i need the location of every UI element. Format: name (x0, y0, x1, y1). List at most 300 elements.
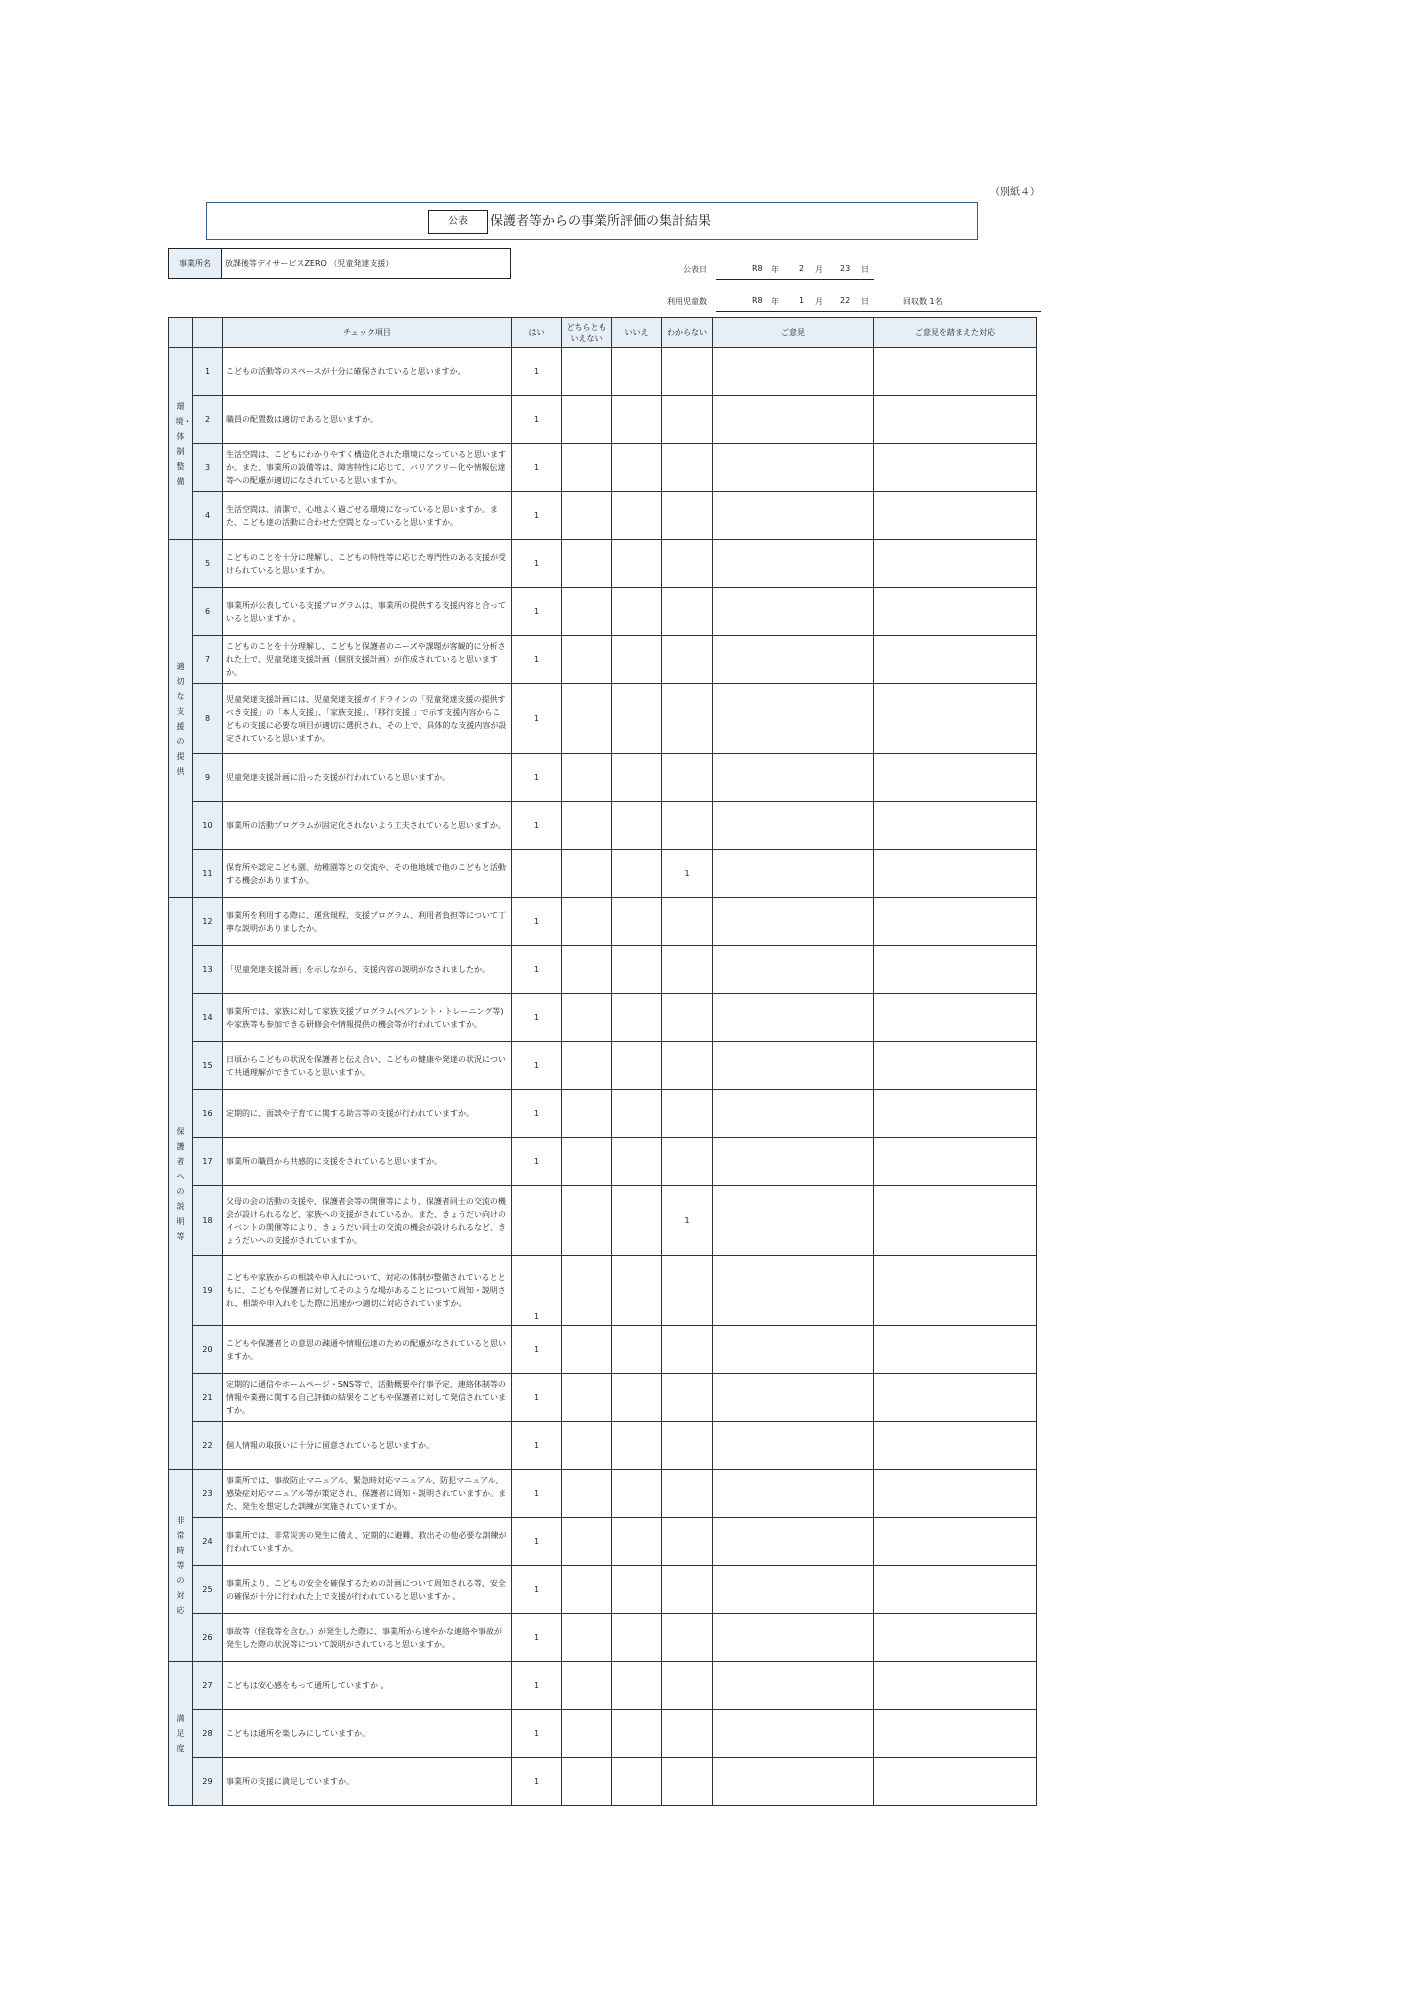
question-text: 生活空間は、清潔で、心地よく過ごせる環境になっていると思いますか。また、こども達の活動に合わせた空間となっていると思いますか。 (223, 492, 512, 540)
question-text: 児童発達支援計画には、児童発達支援ガイドラインの「児童発達支援の提供すべき支援」の「本人支援」、「家族支援」、「移行支援 」で示す支援内容からこどもの支援に必要な項目が適切に選択され、その上で、具体的な支援内容が設定されていると思いますか。 (223, 684, 512, 754)
answer-no (612, 994, 662, 1042)
header-row (169, 318, 1037, 348)
answer-neither (562, 1090, 612, 1138)
question-text: 事業所の支援に満足していますか。 (223, 1758, 512, 1806)
answer-neither (562, 1470, 612, 1518)
row-number: 3 (193, 444, 223, 492)
category-label: 満足度 (176, 1714, 185, 1753)
table-row (169, 540, 1037, 588)
answer-yes: 1 (512, 1042, 562, 1090)
answer-neither (562, 1566, 612, 1614)
table-row (169, 1090, 1037, 1138)
answer-neither (562, 1138, 612, 1186)
usage-label: 利用児童数 (667, 297, 707, 306)
response-cell[interactable] (874, 1374, 1037, 1422)
table-row (169, 348, 1037, 396)
response-cell[interactable] (874, 1090, 1037, 1138)
row-number: 4 (193, 492, 223, 540)
answer-yes: 1 (512, 348, 562, 396)
response-cell[interactable] (874, 994, 1037, 1042)
opinion-cell[interactable] (713, 492, 874, 540)
answer-no (612, 1470, 662, 1518)
response-cell[interactable] (874, 636, 1037, 684)
usage-day: 22 (840, 296, 851, 305)
opinion-cell[interactable] (713, 1710, 874, 1758)
answer-unknown (662, 1566, 713, 1614)
office-name: 放課後等デイサービスZERO （児童発達支援） (225, 259, 394, 268)
answer-yes: 1 (512, 444, 562, 492)
table-row (169, 1374, 1037, 1422)
row-number: 28 (193, 1710, 223, 1758)
answer-yes: 1 (512, 754, 562, 802)
answer-unknown (662, 802, 713, 850)
answer-unknown (662, 1374, 713, 1422)
response-cell[interactable] (874, 492, 1037, 540)
answer-unknown (662, 754, 713, 802)
question-text: 事業所を利用する際に、運営規程、支援プログラム、利用者負担等について丁寧な説明がありましたか。 (223, 898, 512, 946)
question-text: 生活空間は、こどもにわかりやすく構造化された環境になっていると思いますか。また、事業所の設備等は、障害特性に応じて、バリアフリー化や情報伝達等への配慮が適切になされていると思いますか。 (223, 444, 512, 492)
opinion-cell[interactable] (713, 1326, 874, 1374)
category-label: 適切な支援の提供 (176, 661, 185, 776)
category-label: 保護者への説明等 (176, 1126, 185, 1241)
publish-era: R8 (752, 264, 763, 273)
answer-unknown (662, 444, 713, 492)
answer-no (612, 1326, 662, 1374)
answer-no (612, 802, 662, 850)
opinion-cell[interactable] (713, 348, 874, 396)
table-row (169, 1042, 1037, 1090)
title-box (206, 202, 978, 240)
response-cell[interactable] (874, 1042, 1037, 1090)
usage-underline (716, 311, 1041, 312)
table-row (169, 1758, 1037, 1806)
table-row (169, 1662, 1037, 1710)
answer-yes: 1 (512, 1374, 562, 1422)
response-cell[interactable] (874, 946, 1037, 994)
question-text: 事業所では、事故防止マニュアル、緊急時対応マニュアル、防犯マニュアル、感染症対応マニュアル等が策定され、保護者に周知・説明されていますか。また、発生を想定した訓練が実施されていますか。 (223, 1470, 512, 1518)
answer-unknown (662, 946, 713, 994)
category-cell (169, 348, 193, 540)
answer-no (612, 588, 662, 636)
row-number: 25 (193, 1566, 223, 1614)
answer-unknown (662, 492, 713, 540)
answer-neither (562, 540, 612, 588)
response-cell[interactable] (874, 684, 1037, 754)
row-number: 22 (193, 1422, 223, 1470)
answer-no (612, 684, 662, 754)
answer-no (612, 396, 662, 444)
table-row (169, 396, 1037, 444)
answer-yes: 1 (512, 684, 562, 754)
question-text: こどものことを十分理解し、こどもと保護者のニーズや課題が客観的に分析された上で、児童発達支援計画（個別支援計画）が作成されていると思いますか。 (223, 636, 512, 684)
table-row (169, 1326, 1037, 1374)
answer-yes: 1 (512, 1662, 562, 1710)
publish-underline (716, 279, 874, 280)
answer-neither (562, 396, 612, 444)
opinion-cell[interactable] (713, 444, 874, 492)
opinion-cell[interactable] (713, 588, 874, 636)
usage-month-unit: 月 (815, 297, 823, 306)
answer-yes: 1 (512, 636, 562, 684)
answer-neither (562, 1186, 612, 1256)
response-cell[interactable] (874, 754, 1037, 802)
table-row (169, 1138, 1037, 1186)
office-label: 事業所名 (169, 249, 222, 278)
category-cell (169, 1662, 193, 1806)
page-title: 保護者等からの事業所評価の集計結果 (490, 214, 712, 229)
table-row (169, 1710, 1037, 1758)
answer-no (612, 348, 662, 396)
usage-year-unit: 年 (771, 297, 779, 306)
answer-unknown (662, 898, 713, 946)
answer-no (612, 946, 662, 994)
answer-yes: 1 (512, 1614, 562, 1662)
question-text: 個人情報の取扱いに十分に留意されていると思いますか。 (223, 1422, 512, 1470)
answer-unknown (662, 994, 713, 1042)
response-cell[interactable] (874, 1758, 1037, 1806)
table-row (169, 1614, 1037, 1662)
answer-unknown (662, 1422, 713, 1470)
usage-era: R8 (752, 296, 763, 305)
answer-no (612, 754, 662, 802)
answer-neither (562, 946, 612, 994)
answer-no (612, 850, 662, 898)
opinion-cell[interactable] (713, 684, 874, 754)
response-cell[interactable] (874, 1326, 1037, 1374)
table-row (169, 850, 1037, 898)
publish-year-unit: 年 (771, 265, 779, 274)
opinion-cell[interactable] (713, 1186, 874, 1256)
table-row (169, 636, 1037, 684)
answer-yes (512, 1186, 562, 1256)
usage-month: 1 (799, 296, 805, 305)
response-cell[interactable] (874, 1518, 1037, 1566)
row-number: 16 (193, 1090, 223, 1138)
response-cell[interactable] (874, 348, 1037, 396)
answer-no (612, 1042, 662, 1090)
answer-no (612, 492, 662, 540)
opinion-cell[interactable] (713, 754, 874, 802)
opinion-cell[interactable] (713, 1042, 874, 1090)
opinion-cell[interactable] (713, 1138, 874, 1186)
answer-yes: 1 (512, 396, 562, 444)
question-text: 定期的に通信やホームページ・SNS等で、活動概要や行事予定、連絡体制等の情報や業務に関する自己評価の結果をこどもや保護者に対して発信されていますか。 (223, 1374, 512, 1422)
question-text: 事業所が公表している支援プログラムは、事業所の提供する支援内容と合っていると思いますか 。 (223, 588, 512, 636)
answer-unknown (662, 348, 713, 396)
question-text: こどもや保護者との意思の疎通や情報伝達のための配慮がなされていると思いますか。 (223, 1326, 512, 1374)
row-number: 21 (193, 1374, 223, 1422)
table-row (169, 994, 1037, 1042)
row-number: 5 (193, 540, 223, 588)
header-yes: はい (512, 318, 562, 348)
answer-no (612, 1758, 662, 1806)
answer-no (612, 1662, 662, 1710)
publish-label: 公表日 (683, 265, 707, 274)
row-number: 29 (193, 1758, 223, 1806)
response-cell[interactable] (874, 396, 1037, 444)
answer-no (612, 1256, 662, 1326)
table-row (169, 1566, 1037, 1614)
answer-yes: 1 (512, 1470, 562, 1518)
answer-no (612, 1138, 662, 1186)
answer-no (612, 540, 662, 588)
answer-no (612, 636, 662, 684)
answer-yes: 1 (512, 946, 562, 994)
table-row (169, 1256, 1037, 1326)
answer-neither (562, 684, 612, 754)
response-cell[interactable] (874, 1186, 1037, 1256)
answer-neither (562, 754, 612, 802)
opinion-cell[interactable] (713, 1662, 874, 1710)
row-number: 14 (193, 994, 223, 1042)
question-text: 事業所の職員から共感的に支援をされていると思いますか。 (223, 1138, 512, 1186)
table-row (169, 588, 1037, 636)
row-number: 26 (193, 1614, 223, 1662)
row-number: 13 (193, 946, 223, 994)
answer-no (612, 1710, 662, 1758)
answer-no (612, 1518, 662, 1566)
question-text: 事業所では、非常災害の発生に備え、定期的に避難、救出その他必要な訓練が行われていますか。 (223, 1518, 512, 1566)
opinion-cell[interactable] (713, 1256, 874, 1326)
answer-no (612, 1186, 662, 1256)
question-text: こどもは安心感をもって通所していますか 。 (223, 1662, 512, 1710)
question-text: 定期的に、面談や子育てに関する助言等の支援が行われていますか。 (223, 1090, 512, 1138)
row-number: 10 (193, 802, 223, 850)
question-text: 「児童発達支援計画」を示しながら、支援内容の説明がなされましたか。 (223, 946, 512, 994)
row-number: 15 (193, 1042, 223, 1090)
answer-no (612, 1374, 662, 1422)
answer-no (612, 1566, 662, 1614)
answer-no (612, 444, 662, 492)
response-cell[interactable] (874, 802, 1037, 850)
opinion-cell[interactable] (713, 1614, 874, 1662)
opinion-cell[interactable] (713, 1422, 874, 1470)
row-number: 18 (193, 1186, 223, 1256)
row-number: 20 (193, 1326, 223, 1374)
row-number: 17 (193, 1138, 223, 1186)
evaluation-body (169, 348, 1037, 1806)
answer-unknown (662, 1662, 713, 1710)
answer-yes: 1 (512, 588, 562, 636)
opinion-cell[interactable] (713, 994, 874, 1042)
table-row (169, 898, 1037, 946)
row-number: 19 (193, 1256, 223, 1326)
opinion-cell[interactable] (713, 1518, 874, 1566)
answer-neither (562, 850, 612, 898)
header-neither: どちらとも いえない (562, 318, 612, 348)
collected-count: 回収数 1名 (903, 297, 943, 306)
table-row (169, 1470, 1037, 1518)
sheet-number: （別紙４） (990, 187, 1040, 198)
question-text: 父母の会の活動の支援や、保護者会等の開催等により、保護者同士の交流の機会が設けられるなど、家族への支援がされているか。また、きょうだい向けのイベントの開催等により、きょうだい同士の交流の機会が設けられるなど、きょうだいへの支援がされていますか。 (223, 1186, 512, 1256)
header-opinion: ご意見 (713, 318, 874, 348)
answer-unknown (662, 1470, 713, 1518)
answer-no (612, 1422, 662, 1470)
answer-neither (562, 994, 612, 1042)
response-cell[interactable] (874, 1710, 1037, 1758)
opinion-cell[interactable] (713, 946, 874, 994)
answer-neither (562, 588, 612, 636)
answer-yes: 1 (512, 1138, 562, 1186)
answer-unknown (662, 1518, 713, 1566)
answer-yes: 1 (512, 1256, 562, 1326)
answer-neither (562, 1710, 612, 1758)
answer-unknown (662, 1710, 713, 1758)
answer-unknown (662, 1256, 713, 1326)
question-text: 児童発達支援計画に沿った支援が行われていると思いますか。 (223, 754, 512, 802)
header-category (169, 318, 193, 348)
answer-unknown (662, 540, 713, 588)
row-number: 9 (193, 754, 223, 802)
response-cell[interactable] (874, 588, 1037, 636)
answer-unknown (662, 1138, 713, 1186)
publish-day: 23 (840, 264, 851, 273)
row-number: 12 (193, 898, 223, 946)
table-row (169, 946, 1037, 994)
question-text: 事業所より、こどもの安全を確保するための計画について周知される等、安全の確保が十分に行われた上で支援が行われていると思いますか 。 (223, 1566, 512, 1614)
category-label: 環境・体制整備 (175, 401, 192, 486)
row-number: 8 (193, 684, 223, 754)
usage-info (0, 296, 1409, 310)
opinion-cell[interactable] (713, 396, 874, 444)
answer-neither (562, 898, 612, 946)
question-text: こどもや家族からの相談や申入れについて、対応の体制が整備されているとともに、こどもや保護者に対してそのような場があることについて周知・説明され、相談や申入れをした際に迅速かつ適切に対応されていますか。 (223, 1256, 512, 1326)
evaluation-table (168, 317, 1037, 1806)
answer-yes: 1 (512, 540, 562, 588)
header-number (193, 318, 223, 348)
row-number: 7 (193, 636, 223, 684)
answer-yes: 1 (512, 1566, 562, 1614)
answer-neither (562, 1614, 612, 1662)
answer-unknown (662, 636, 713, 684)
answer-neither (562, 1422, 612, 1470)
answer-neither (562, 1662, 612, 1710)
answer-unknown (662, 396, 713, 444)
opinion-cell[interactable] (713, 540, 874, 588)
answer-neither (562, 444, 612, 492)
response-cell[interactable] (874, 540, 1037, 588)
opinion-cell[interactable] (713, 1758, 874, 1806)
answer-neither (562, 1326, 612, 1374)
table-row (169, 754, 1037, 802)
opinion-cell[interactable] (713, 1374, 874, 1422)
table-row (169, 1518, 1037, 1566)
category-label: 非常時等の対応 (176, 1516, 185, 1615)
answer-yes: 1 (512, 1518, 562, 1566)
answer-no (612, 1614, 662, 1662)
question-text: 事故等（怪我等を含む。）が発生した際に、事業所から速やかな連絡や事故が発生した際の状況等について説明がされていると思いますか。 (223, 1614, 512, 1662)
table-row (169, 444, 1037, 492)
response-cell[interactable] (874, 444, 1037, 492)
answer-neither (562, 1758, 612, 1806)
answer-unknown (662, 588, 713, 636)
category-cell (169, 898, 193, 1470)
table-row (169, 802, 1037, 850)
row-number: 1 (193, 348, 223, 396)
row-number: 2 (193, 396, 223, 444)
row-number: 27 (193, 1662, 223, 1710)
response-cell[interactable] (874, 1138, 1037, 1186)
opinion-cell[interactable] (713, 1566, 874, 1614)
answer-neither (562, 1256, 612, 1326)
row-number: 24 (193, 1518, 223, 1566)
answer-neither (562, 802, 612, 850)
answer-unknown (662, 1326, 713, 1374)
answer-no (612, 898, 662, 946)
answer-unknown (662, 1042, 713, 1090)
answer-unknown: 1 (662, 850, 713, 898)
answer-unknown: 1 (662, 1186, 713, 1256)
header-item: チェック項目 (223, 318, 512, 348)
answer-yes: 1 (512, 898, 562, 946)
question-text: 事業所の活動プログラムが固定化されないよう工夫されていると思いますか。 (223, 802, 512, 850)
response-cell[interactable] (874, 1422, 1037, 1470)
answer-yes: 1 (512, 1422, 562, 1470)
publish-month-unit: 月 (815, 265, 823, 274)
answer-yes: 1 (512, 994, 562, 1042)
category-cell (169, 540, 193, 898)
answer-neither (562, 1518, 612, 1566)
row-number: 23 (193, 1470, 223, 1518)
opinion-cell[interactable] (713, 636, 874, 684)
answer-neither (562, 1042, 612, 1090)
answer-unknown (662, 1090, 713, 1138)
response-cell[interactable] (874, 850, 1037, 898)
header-unknown: わからない (662, 318, 713, 348)
row-number: 6 (193, 588, 223, 636)
header-response: ご意見を踏まえた対応 (874, 318, 1037, 348)
answer-neither (562, 1374, 612, 1422)
response-cell[interactable] (874, 898, 1037, 946)
usage-day-unit: 日 (861, 297, 869, 306)
question-text: こどもの活動等のスペースが十分に確保されていると思いますか。 (223, 348, 512, 396)
category-cell (169, 1470, 193, 1662)
response-cell[interactable] (874, 1566, 1037, 1614)
answer-unknown (662, 684, 713, 754)
answer-unknown (662, 1614, 713, 1662)
response-cell[interactable] (874, 1614, 1037, 1662)
opinion-cell[interactable] (713, 1090, 874, 1138)
answer-neither (562, 492, 612, 540)
public-label: 公表 (428, 210, 488, 234)
response-cell[interactable] (874, 1470, 1037, 1518)
answer-yes: 1 (512, 492, 562, 540)
answer-yes: 1 (512, 802, 562, 850)
answer-neither (562, 348, 612, 396)
table-row (169, 684, 1037, 754)
answer-yes: 1 (512, 1326, 562, 1374)
answer-yes: 1 (512, 1758, 562, 1806)
answer-yes: 1 (512, 1710, 562, 1758)
opinion-cell[interactable] (713, 898, 874, 946)
answer-unknown (662, 1758, 713, 1806)
question-text: 職員の配置数は適切であると思いますか。 (223, 396, 512, 444)
question-text: 日頃からこどもの状況を保護者と伝え合い、こどもの健康や発達の状況について共通理解ができていると思いますか。 (223, 1042, 512, 1090)
question-text: 事業所では、家族に対して家族支援プログラム(ペアレント・トレーニング等)や家族等も参加できる研修会や情報提供の機会等が行われていますか。 (223, 994, 512, 1042)
row-number: 11 (193, 850, 223, 898)
header-no: いいえ (612, 318, 662, 348)
publish-day-unit: 日 (861, 265, 869, 274)
question-text: こどものことを十分に理解し、こどもの特性等に応じた専門性のある支援が受けられていると思いますか。 (223, 540, 512, 588)
opinion-cell[interactable] (713, 802, 874, 850)
publish-date (0, 264, 1409, 278)
opinion-cell[interactable] (713, 850, 874, 898)
answer-yes (512, 850, 562, 898)
table-row (169, 492, 1037, 540)
response-cell[interactable] (874, 1256, 1037, 1326)
response-cell[interactable] (874, 1662, 1037, 1710)
opinion-cell[interactable] (713, 1470, 874, 1518)
